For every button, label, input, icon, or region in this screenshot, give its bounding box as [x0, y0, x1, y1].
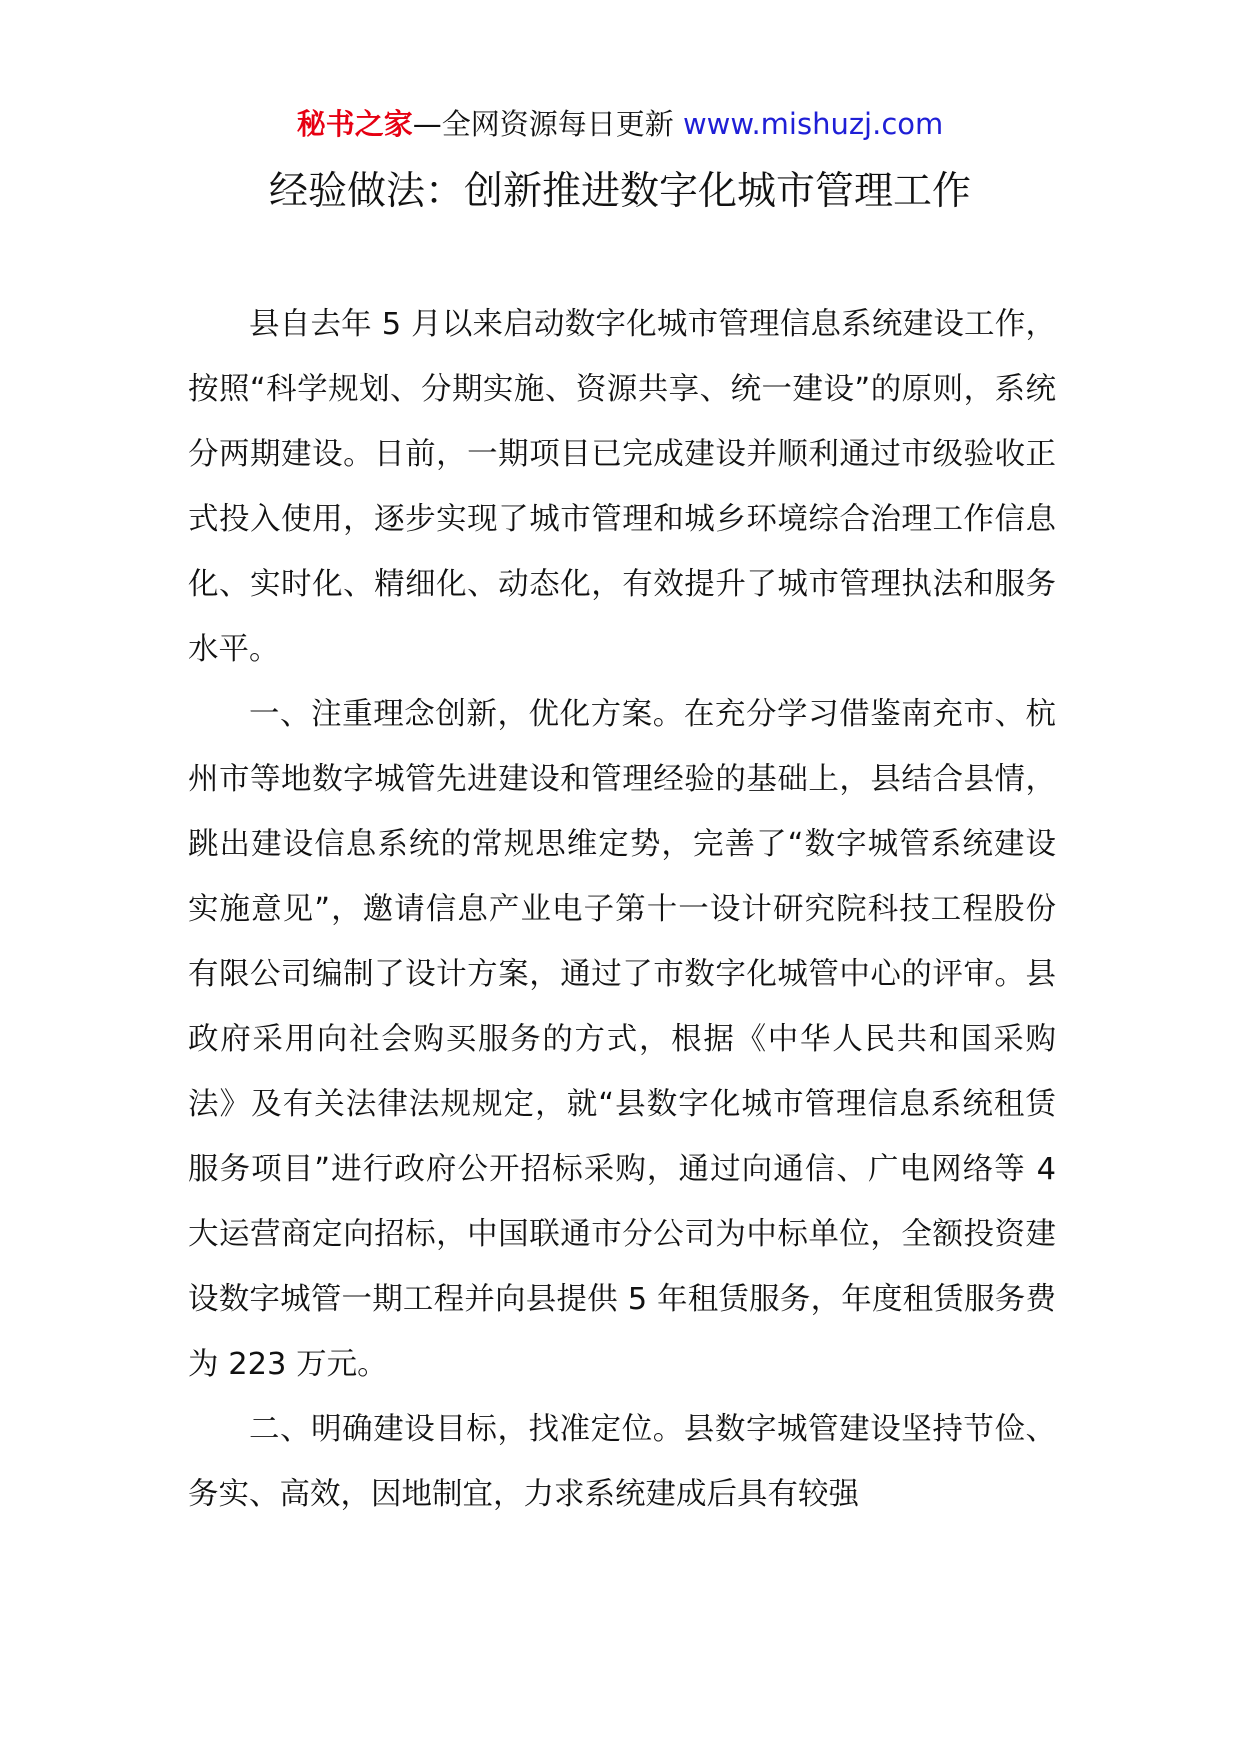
document-title: 经验做法：创新推进数字化城市管理工作 [268, 169, 971, 214]
paragraph-intro: 县自去年 5 月以来启动数字化城市管理信息系统建设工作，按照“科学规划、分期实施、资源共享、统一建设”的原则，系统分两期建设。日前，一期项目已完成建设并顺利通过市级验收正式投入使用，逐步实现了城市管理和城乡环境综合治理工作信息化、实时化、精细化、动态化，有效提升了城市管理执法和服务水平。 [188, 307, 1056, 667]
document-body [188, 292, 1056, 1527]
brand-name: 秘书之家 [296, 107, 413, 141]
site-header [0, 104, 1240, 144]
paragraph-section-2: 二、明确建设目标，找准定位。县数字城管建设坚持节俭、务实、高效，因地制宜，力求系统建成后具有较强 [188, 1412, 1056, 1512]
paragraph-section-1: 一、注重理念创新，优化方案。在充分学习借鉴南充市、杭州市等地数字城管先进建设和管理经验的基础上，县结合县情，跳出建设信息系统的常规思维定势，完善了“数字城管系统建设实施意见”，邀请信息产业电子第十一设计研究院科技工程股份有限公司编制了设计方案，通过了市数字化城管中心的评审。县政府采用向社会购买服务的方式，根据《中华人民共和国采购法》及有关法律法规规定，就“县数字化城市管理信息系统租赁服务项目”进行政府公开招标采购，通过向通信、广电网络等 4 大运营商定向招标，中国联通市分公司为中标单位，全额投资建设数字城管一期工程并向县提供 5 年租赁服务，年度租赁服务费为 223 万元。 [188, 697, 1056, 1382]
site-tagline: —全网资源每日更新 [412, 107, 683, 141]
site-url-link[interactable]: www.mishuzj.com [682, 107, 944, 141]
